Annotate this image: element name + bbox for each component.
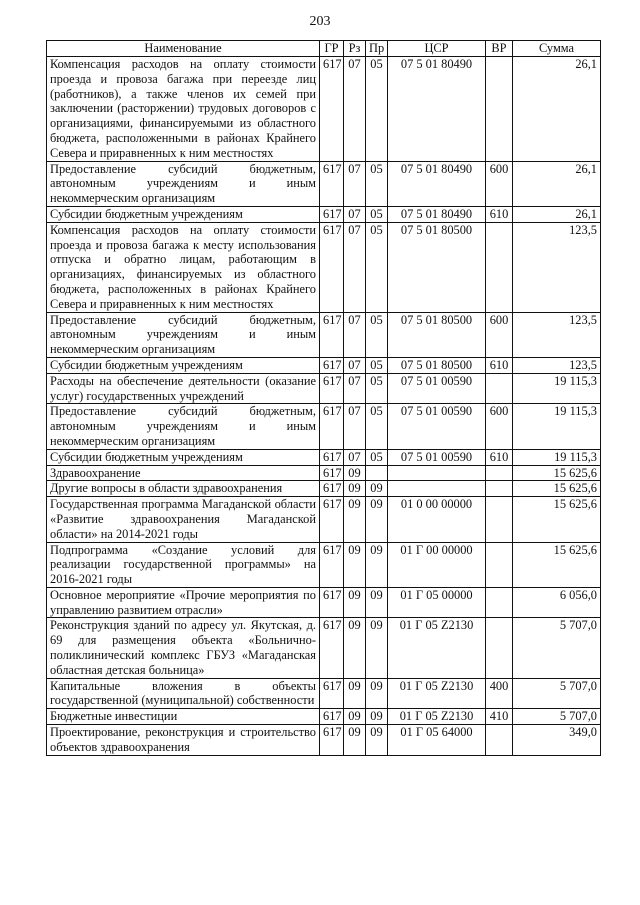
cell-pr: 09 <box>366 481 388 497</box>
cell-rz: 07 <box>344 373 366 404</box>
cell-csr: 07 5 01 00590 <box>388 373 486 404</box>
table-body <box>47 57 601 756</box>
cell-rz: 07 <box>344 404 366 449</box>
header-sum: Сумма <box>513 41 601 57</box>
cell-rz: 07 <box>344 449 366 465</box>
cell-name: Капитальные вложения в объекты государственной (муниципальной) собственности <box>47 678 320 709</box>
cell-csr: 01 Г 00 00000 <box>388 542 486 587</box>
table-row <box>47 725 601 756</box>
cell-csr: 01 Г 05 Z2130 <box>388 678 486 709</box>
cell-name: Проектирование, реконструкция и строительство объектов здравоохранения <box>47 725 320 756</box>
cell-csr: 01 0 00 00000 <box>388 497 486 542</box>
cell-name: Субсидии бюджетным учреждениям <box>47 449 320 465</box>
cell-vr: 600 <box>486 161 513 206</box>
cell-csr: 01 Г 05 Z2130 <box>388 709 486 725</box>
table-row <box>47 481 601 497</box>
cell-rz: 07 <box>344 57 366 162</box>
cell-pr: 09 <box>366 542 388 587</box>
cell-sum: 19 115,3 <box>513 404 601 449</box>
cell-sum: 15 625,6 <box>513 542 601 587</box>
cell-gr: 617 <box>320 206 344 222</box>
cell-vr: 600 <box>486 404 513 449</box>
table-row <box>47 373 601 404</box>
cell-vr: 610 <box>486 449 513 465</box>
cell-rz: 07 <box>344 222 366 312</box>
cell-vr: 600 <box>486 312 513 357</box>
cell-gr: 617 <box>320 161 344 206</box>
header-pr: Пр <box>366 41 388 57</box>
cell-sum: 26,1 <box>513 57 601 162</box>
cell-name: Субсидии бюджетным учреждениям <box>47 206 320 222</box>
cell-csr: 01 Г 05 64000 <box>388 725 486 756</box>
cell-gr: 617 <box>320 709 344 725</box>
cell-rz: 09 <box>344 678 366 709</box>
table-row <box>47 587 601 618</box>
cell-vr <box>486 618 513 678</box>
cell-csr: 07 5 01 80490 <box>388 206 486 222</box>
cell-sum: 349,0 <box>513 725 601 756</box>
cell-rz: 09 <box>344 587 366 618</box>
cell-rz: 07 <box>344 161 366 206</box>
header-name: Наименование <box>47 41 320 57</box>
cell-name: Предоставление субсидий бюджетным, автономным учреждениям и иным некоммерческим организациям <box>47 404 320 449</box>
table-row <box>47 542 601 587</box>
cell-gr: 617 <box>320 373 344 404</box>
cell-pr: 09 <box>366 497 388 542</box>
cell-pr: 05 <box>366 373 388 404</box>
budget-table <box>46 40 601 756</box>
cell-rz: 09 <box>344 725 366 756</box>
cell-vr <box>486 465 513 481</box>
table-row <box>47 497 601 542</box>
cell-vr <box>486 497 513 542</box>
cell-vr <box>486 587 513 618</box>
cell-vr: 610 <box>486 206 513 222</box>
table-row <box>47 618 601 678</box>
cell-rz: 07 <box>344 206 366 222</box>
cell-vr <box>486 222 513 312</box>
cell-sum: 15 625,6 <box>513 497 601 542</box>
cell-vr: 610 <box>486 357 513 373</box>
cell-name: Реконструкция зданий по адресу ул. Якутская, д. 69 для размещения объекта «Больнично-поликлинический комплекс ГБУЗ «Магаданская областная детская больница» <box>47 618 320 678</box>
table-row <box>47 465 601 481</box>
cell-vr <box>486 373 513 404</box>
table-row <box>47 449 601 465</box>
cell-pr: 09 <box>366 587 388 618</box>
cell-gr: 617 <box>320 725 344 756</box>
cell-name: Компенсация расходов на оплату стоимости проезда и провоза багажа при переезде лиц (работников), а также членов их семей при заключении (расторжении) трудовых договоров с организациями, финансируемыми из областного бюджета, расположенными в районах Крайнего Севера и приравненных к ним местностях <box>47 57 320 162</box>
cell-sum: 26,1 <box>513 161 601 206</box>
cell-pr: 05 <box>366 312 388 357</box>
cell-vr: 410 <box>486 709 513 725</box>
cell-csr: 07 5 01 80500 <box>388 312 486 357</box>
table-row <box>47 678 601 709</box>
cell-gr: 617 <box>320 542 344 587</box>
cell-gr: 617 <box>320 357 344 373</box>
cell-csr: 07 5 01 80490 <box>388 57 486 162</box>
cell-gr: 617 <box>320 618 344 678</box>
cell-gr: 617 <box>320 587 344 618</box>
cell-sum: 26,1 <box>513 206 601 222</box>
cell-sum: 5 707,0 <box>513 678 601 709</box>
cell-rz: 09 <box>344 481 366 497</box>
cell-sum: 15 625,6 <box>513 481 601 497</box>
cell-name: Государственная программа Магаданской области «Развитие здравоохранения Магаданской области» на 2014-2021 годы <box>47 497 320 542</box>
cell-name: Предоставление субсидий бюджетным, автономным учреждениям и иным некоммерческим организациям <box>47 161 320 206</box>
cell-vr <box>486 481 513 497</box>
cell-csr: 01 Г 05 Z2130 <box>388 618 486 678</box>
cell-gr: 617 <box>320 312 344 357</box>
cell-name: Основное мероприятие «Прочие мероприятия по управлению развитием отрасли» <box>47 587 320 618</box>
cell-sum: 123,5 <box>513 222 601 312</box>
header-row <box>47 41 601 57</box>
header-rz: Рз <box>344 41 366 57</box>
cell-vr: 400 <box>486 678 513 709</box>
cell-csr <box>388 465 486 481</box>
cell-rz: 09 <box>344 542 366 587</box>
table-row <box>47 404 601 449</box>
cell-csr: 07 5 01 80490 <box>388 161 486 206</box>
cell-csr: 07 5 01 80500 <box>388 222 486 312</box>
cell-pr <box>366 465 388 481</box>
cell-csr <box>388 481 486 497</box>
cell-name: Предоставление субсидий бюджетным, автономным учреждениям и иным некоммерческим организациям <box>47 312 320 357</box>
cell-sum: 5 707,0 <box>513 618 601 678</box>
cell-pr: 05 <box>366 161 388 206</box>
cell-sum: 123,5 <box>513 357 601 373</box>
cell-rz: 09 <box>344 497 366 542</box>
cell-gr: 617 <box>320 678 344 709</box>
cell-gr: 617 <box>320 465 344 481</box>
cell-rz: 09 <box>344 618 366 678</box>
cell-pr: 09 <box>366 709 388 725</box>
cell-vr <box>486 725 513 756</box>
cell-vr <box>486 57 513 162</box>
cell-pr: 05 <box>366 206 388 222</box>
cell-sum: 19 115,3 <box>513 449 601 465</box>
cell-gr: 617 <box>320 449 344 465</box>
table-row <box>47 357 601 373</box>
cell-pr: 05 <box>366 357 388 373</box>
cell-name: Здравоохранение <box>47 465 320 481</box>
header-vr: ВР <box>486 41 513 57</box>
cell-csr: 07 5 01 80500 <box>388 357 486 373</box>
cell-csr: 07 5 01 00590 <box>388 449 486 465</box>
cell-pr: 05 <box>366 222 388 312</box>
table-row <box>47 312 601 357</box>
cell-sum: 15 625,6 <box>513 465 601 481</box>
cell-pr: 05 <box>366 449 388 465</box>
table-row <box>47 709 601 725</box>
cell-rz: 09 <box>344 465 366 481</box>
cell-sum: 123,5 <box>513 312 601 357</box>
cell-name: Другие вопросы в области здравоохранения <box>47 481 320 497</box>
cell-rz: 09 <box>344 709 366 725</box>
cell-sum: 19 115,3 <box>513 373 601 404</box>
cell-rz: 07 <box>344 357 366 373</box>
cell-pr: 05 <box>366 404 388 449</box>
cell-csr: 07 5 01 00590 <box>388 404 486 449</box>
cell-sum: 6 056,0 <box>513 587 601 618</box>
cell-name: Субсидии бюджетным учреждениям <box>47 357 320 373</box>
header-csr: ЦСР <box>388 41 486 57</box>
cell-gr: 617 <box>320 222 344 312</box>
cell-pr: 09 <box>366 618 388 678</box>
table-row <box>47 161 601 206</box>
cell-name: Компенсация расходов на оплату стоимости проезда и провоза багажа к месту использования отпуска и обратно лицам, работающим в организациях, финансируемых из областного бюджета, расположенных в районах Крайнего Севера и приравненных к ним местностях <box>47 222 320 312</box>
cell-pr: 05 <box>366 57 388 162</box>
cell-name: Расходы на обеспечение деятельности (оказание услуг) государственных учреждений <box>47 373 320 404</box>
table-row <box>47 222 601 312</box>
cell-gr: 617 <box>320 404 344 449</box>
cell-csr: 01 Г 05 00000 <box>388 587 486 618</box>
table-row <box>47 206 601 222</box>
cell-rz: 07 <box>344 312 366 357</box>
cell-sum: 5 707,0 <box>513 709 601 725</box>
cell-pr: 09 <box>366 678 388 709</box>
cell-vr <box>486 542 513 587</box>
header-gr: ГР <box>320 41 344 57</box>
cell-pr: 09 <box>366 725 388 756</box>
cell-name: Подпрограмма «Создание условий для реализации государственной программы» на 2016-2021 годы <box>47 542 320 587</box>
page-number: 203 <box>309 14 331 29</box>
table-row <box>47 57 601 162</box>
cell-gr: 617 <box>320 481 344 497</box>
cell-gr: 617 <box>320 57 344 162</box>
cell-name: Бюджетные инвестиции <box>47 709 320 725</box>
cell-gr: 617 <box>320 497 344 542</box>
